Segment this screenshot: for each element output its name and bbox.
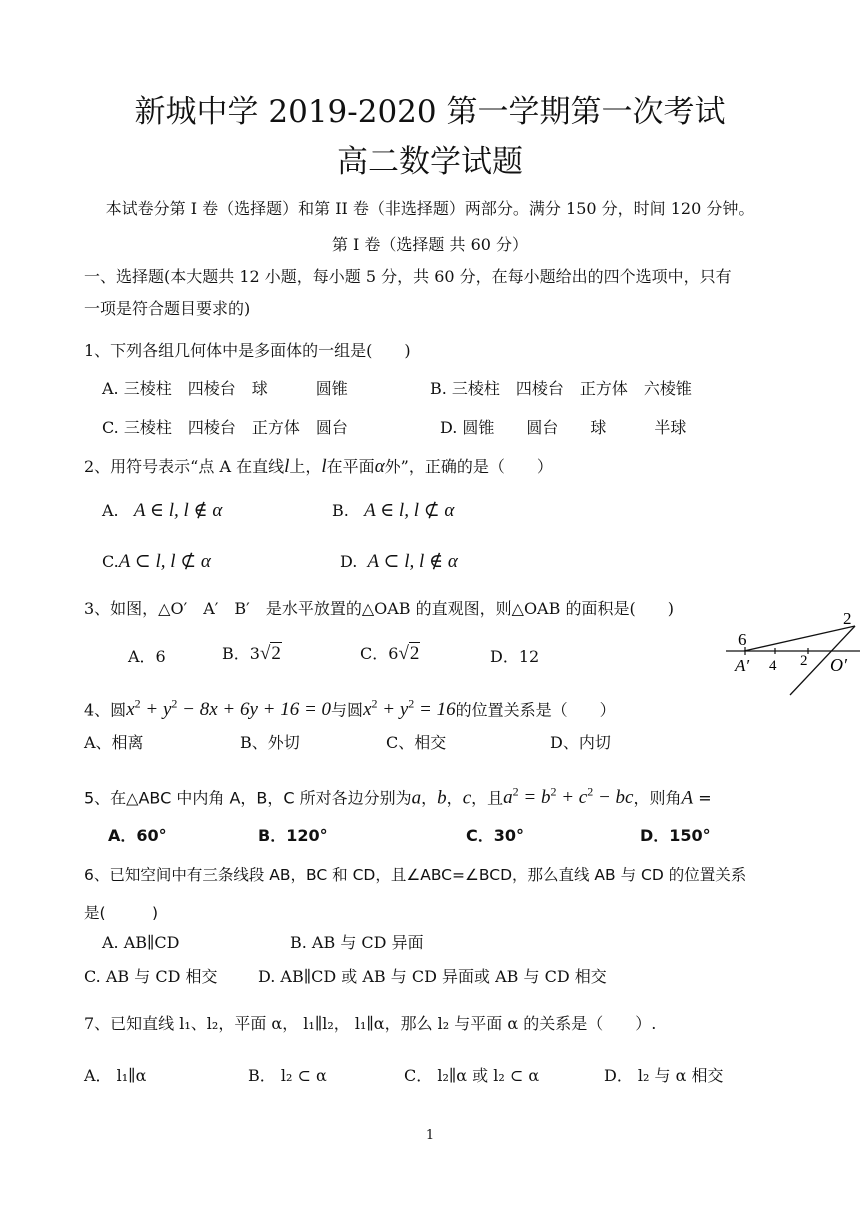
q3-option-c: C．6√2 bbox=[360, 643, 420, 664]
q7-option-a: A． l₁∥α bbox=[84, 1066, 147, 1085]
q2-option-a: A. A ∈ l, l ∉ α bbox=[102, 500, 223, 521]
q6-stem-line-1: 6、已知空间中有三条线段 AB，BC 和 CD，且∠ABC=∠BCD，那么直线 AB 与 CD 的位置关系 bbox=[84, 866, 747, 884]
q5-option-c: C．30° bbox=[466, 826, 525, 845]
q7-stem: 7、已知直线 l₁、l₂，平面 α， l₁∥l₂， l₁∥α，那么 l₂ 与平面 α 的关系是（ ）. bbox=[84, 1014, 657, 1033]
q3-figure bbox=[718, 604, 860, 699]
figure-label-a-prime: A′ bbox=[735, 656, 750, 675]
q2-plane-alpha: α bbox=[374, 456, 385, 477]
q4-stem: 4、圆$x^2 + y^2 - 8x + 6y + 16 = 0$与圆$x^2 + y^2 = 16$的位置关系是（ ） bbox=[84, 697, 616, 721]
q3-option-b: B．3√2 bbox=[222, 643, 281, 664]
page-number: 1 bbox=[425, 1128, 435, 1143]
q2-stem: 2、用符号表示“点 A 在直线l上，l在平面α外”，正确的是（ ） bbox=[84, 456, 553, 477]
figure-segment-ab bbox=[744, 626, 855, 651]
sqrt-icon: √2 bbox=[259, 643, 281, 664]
q4-option-a: A、相离 bbox=[84, 733, 144, 752]
section-one-line-2: 一项是符合题目要求的) bbox=[84, 299, 251, 318]
q2-line-l: l bbox=[284, 456, 290, 477]
q4-circle-2: $x^2 + y^2 = 16$ bbox=[363, 697, 456, 721]
q1-option-b: B. 三棱柱 四棱台 正方体 六棱锥 bbox=[430, 379, 692, 398]
q6-option-c: C. AB 与 CD 相交 bbox=[84, 967, 218, 986]
exam-intro: 本试卷分第 I 卷（选择题）和第 II 卷（非选择题）两部分。满分 150 分，时间 120 分钟。 bbox=[105, 199, 755, 218]
q6-option-a: A. AB∥CD bbox=[102, 933, 180, 952]
q5-option-d: D．150° bbox=[640, 826, 711, 845]
figure-label-o-prime: O′ bbox=[830, 655, 847, 675]
section-one-line-1: 一、选择题(本大题共 12 小题，每小题 5 分，共 60 分，在每小题给出的四个选项中，只有 bbox=[84, 267, 732, 286]
exam-title: 新城中学 2019-2020 第一学期第一次考试 bbox=[134, 94, 726, 130]
q7-option-c: C． l₂∥α 或 l₂ ⊂ α bbox=[404, 1066, 540, 1085]
q5-equation: $a^2 = b^2 + c^2$ − bc bbox=[503, 785, 634, 809]
q2-option-b: B. A ∈ l, l ⊄ α bbox=[332, 500, 455, 521]
q4-option-d: D、内切 bbox=[550, 733, 611, 752]
q5-option-a: A．60° bbox=[108, 826, 167, 845]
figure-label-4: 4 bbox=[769, 658, 777, 674]
q1-stem: 1、下列各组几何体中是多面体的一组是( ) bbox=[84, 341, 411, 360]
q6-option-b: B. AB 与 CD 异面 bbox=[290, 933, 424, 952]
q1-option-d: D. 圆锥 圆台 球 半球 bbox=[440, 418, 687, 437]
q4-circle-1: $x^2 + y^2 - 8x + 6y + 16 = 0$ bbox=[126, 697, 332, 721]
q6-option-d: D. AB∥CD 或 AB 与 CD 异面或 AB 与 CD 相交 bbox=[258, 967, 607, 986]
q7-option-b: B． l₂ ⊂ α bbox=[248, 1066, 327, 1085]
q1-option-a: A. 三棱柱 四棱台 球 圆锥 bbox=[102, 379, 348, 398]
q5-stem: 5、在△ABC 中内角 A，B，C 所对各边分别为a，b，c，且$a^2 = b^2 + c^2$ − bc，则角A = bbox=[84, 785, 712, 809]
q3-option-a: A．6 bbox=[128, 647, 166, 666]
sqrt-icon: √2 bbox=[398, 643, 420, 664]
figure-label-2-bottom: 2 bbox=[800, 653, 808, 669]
q2-line-l-2: l bbox=[321, 456, 327, 477]
q1-option-c: C. 三棱柱 四棱台 正方体 圆台 bbox=[102, 418, 348, 437]
q4-option-c: C、相交 bbox=[386, 733, 447, 752]
q2-option-d: D. A ⊂ l, l ∉ α bbox=[340, 551, 458, 572]
q4-option-b: B、外切 bbox=[240, 733, 300, 752]
exam-subtitle: 高二数学试题 bbox=[337, 144, 523, 180]
q3-option-d: D．12 bbox=[490, 647, 540, 666]
q5-option-b: B．120° bbox=[258, 826, 328, 845]
q3-stem: 3、如图，△O′ A′ B′ 是水平放置的△OAB 的直观图，则△OAB 的面积是( ) bbox=[84, 599, 674, 618]
q6-stem-line-2: 是( ) bbox=[84, 904, 159, 922]
q7-option-d: D． l₂ 与 α 相交 bbox=[604, 1066, 724, 1085]
figure-label-6: 6 bbox=[738, 630, 747, 649]
figure-label-2-top: 2 bbox=[843, 609, 852, 628]
part-one-heading: 第 I 卷（选择题 共 60 分） bbox=[331, 235, 529, 254]
q2-option-c: C.A ⊂ l, l ⊄ α bbox=[102, 551, 211, 572]
